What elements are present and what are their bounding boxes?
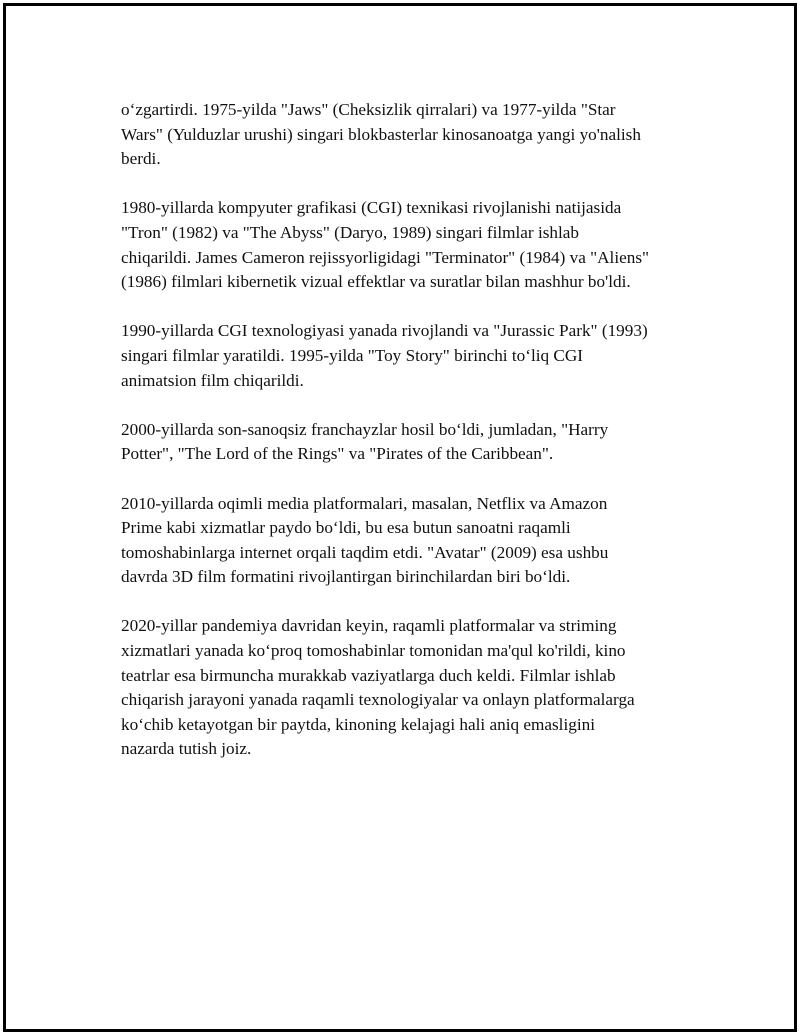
text-line: Potter", "The Lord of the Rings" va "Pirates of the Caribbean". [121, 444, 554, 464]
text-line: tomoshabinlarga internet orqali taqdim etdi. "Avatar" (2009) esa ushbu [121, 542, 609, 562]
text-line: ko‘chib ketayotgan bir paytda, kinoning kelajagi hali aniq emasligini [121, 714, 595, 734]
document-page [3, 3, 797, 1032]
text-line: 2000-yillarda son-sanoqsiz franchayzlar hosil bo‘ldi, jumladan, "Harry [121, 419, 609, 439]
paragraph-1990s-cgi [121, 319, 701, 393]
text-line: Wars" (Yulduzlar urushi) singari blokbasterlar kinosanoatga yangi yo'nalish [121, 124, 641, 144]
paragraph-2020s-pandemic [121, 614, 701, 762]
text-line: chiqarish jarayoni yanada raqamli texnologiyalar va onlayn platformalarga [121, 690, 635, 710]
text-line: chiqarildi. James Cameron rejissyorligidagi "Terminator" (1984) va "Aliens" [121, 247, 650, 267]
paragraph-1980s-cgi [121, 196, 701, 294]
text-line: teatrlar esa birmuncha murakkab vaziyatlarga duch keldi. Filmlar ishlab [121, 665, 616, 685]
document-body [121, 98, 701, 787]
text-line: 1990-yillarda CGI texnologiyasi yanada rivojlandi va "Jurassic Park" (1993) [121, 321, 648, 341]
text-line: nazarda tutish joiz. [121, 739, 252, 759]
paragraph-2000s-franchises [121, 418, 701, 467]
text-line: davrda 3D film formatini rivojlantirgan birinchilardan biri bo‘ldi. [121, 567, 571, 587]
text-line: 2010-yillarda oqimli media platformalari, masalan, Netflix va Amazon [121, 493, 608, 513]
text-line: berdi. [121, 149, 161, 169]
text-line: singari filmlar yaratildi. 1995-yilda "Toy Story" birinchi to‘liq CGI [121, 345, 584, 365]
text-line: Prime kabi xizmatlar paydo bo‘ldi, bu esa butun sanoatni raqamli [121, 518, 571, 538]
paragraph-1975-blockbusters [121, 98, 701, 172]
text-line: "Tron" (1982) va "The Abyss" (Daryo, 1989) singari filmlar ishlab [121, 222, 580, 242]
text-line: (1986) filmlari kibernetik vizual effektlar va suratlar bilan mashhur bo'ldi. [121, 272, 631, 292]
text-line: 2020-yillar pandemiya davridan keyin, raqamli platformalar va striming [121, 616, 617, 636]
text-line: 1980-yillarda kompyuter grafikasi (CGI) texnikasi rivojlanishi natijasida [121, 198, 622, 218]
text-line: animatsion film chiqarildi. [121, 370, 304, 390]
text-line: o‘zgartirdi. 1975-yilda "Jaws" (Cheksizlik qirralari) va 1977-yilda "Star [121, 100, 616, 119]
text-line: xizmatlari yanada ko‘proq tomoshabinlar tomonidan ma'qul ko'rildi, kino [121, 641, 626, 661]
paragraph-2010s-streaming [121, 492, 701, 590]
